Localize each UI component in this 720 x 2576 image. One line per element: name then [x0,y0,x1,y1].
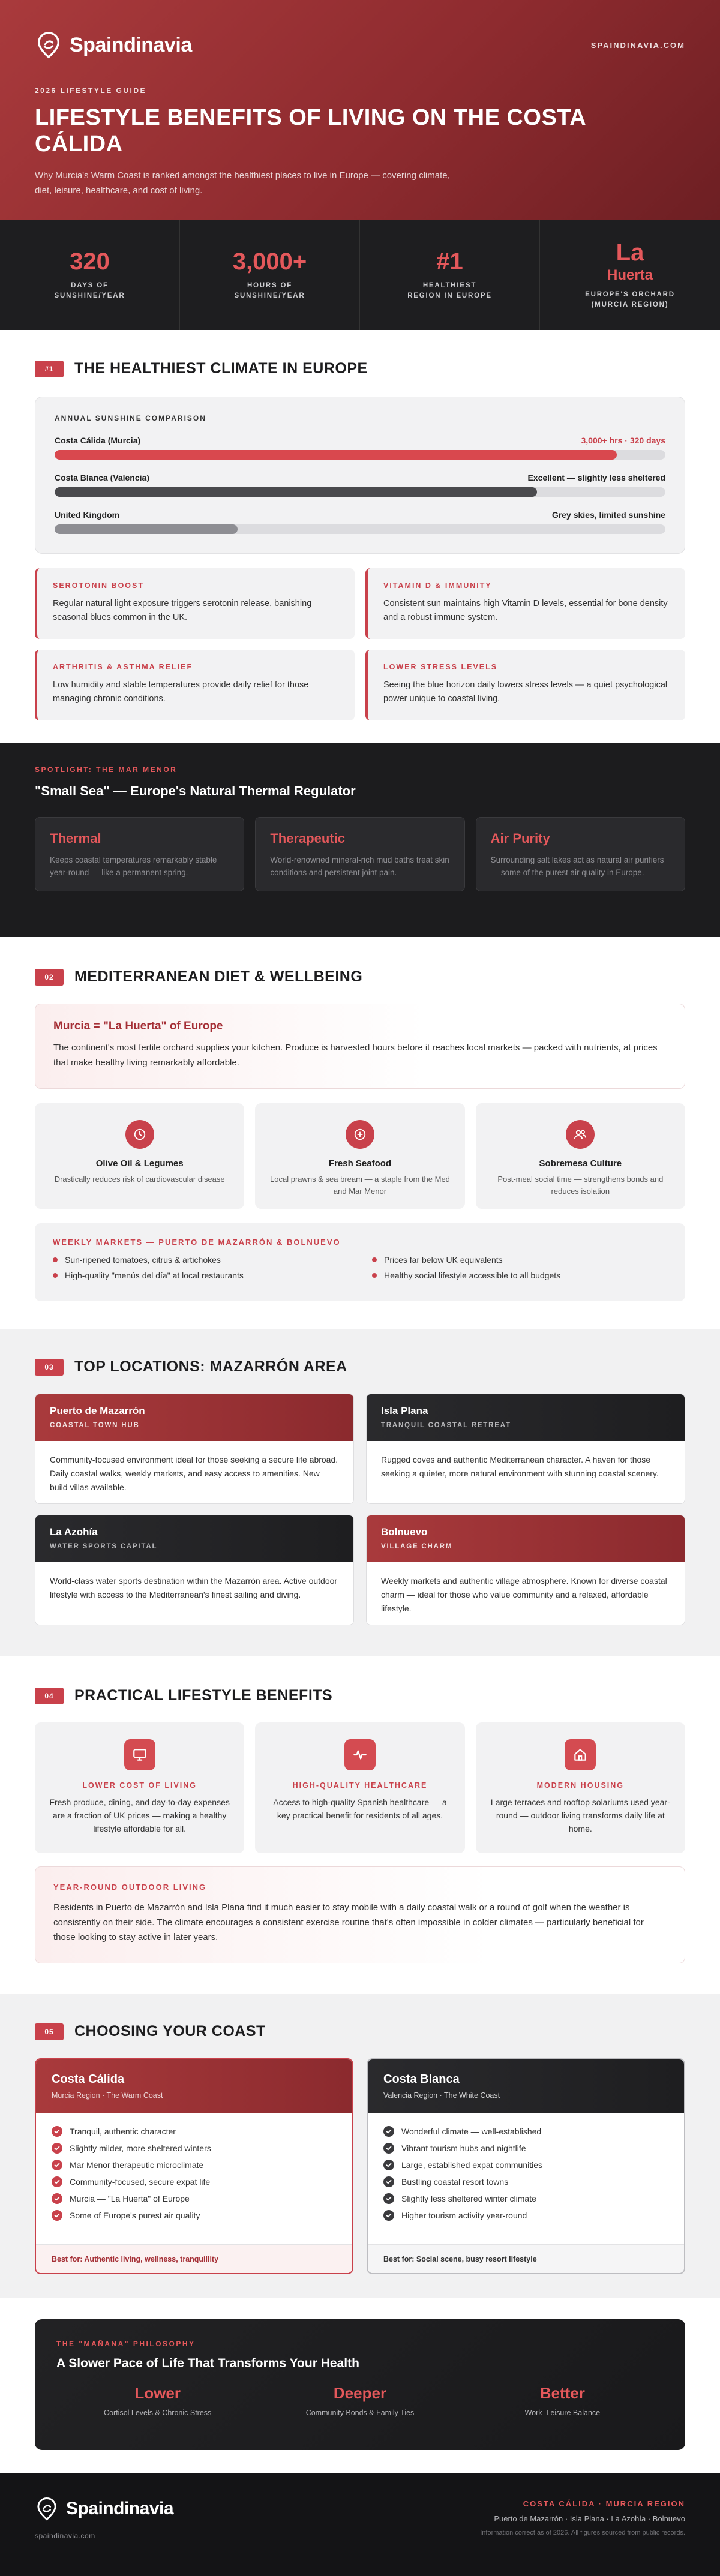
footer-region: COSTA CÁLIDA · MURCIA REGION [523,2499,685,2508]
spotlight-card-text: Surrounding salt lakes act as natural air purifiers — some of the purest air quality in Europe. [490,855,664,877]
sunshine-row-note: 3,000+ hrs · 320 days [581,436,665,445]
spotlight-card [35,817,244,891]
list-item: Higher tourism activity year-round [383,2207,668,2224]
check-icon [383,2160,394,2170]
spotlight-card-title: Thermal [50,831,101,846]
people-icon [566,1120,595,1149]
list-item: Slightly milder, more sheltered winters [52,2140,337,2157]
check-icon [383,2193,394,2204]
manana-value: Lower [134,2384,181,2402]
coast-best-for: Best for: Authentic living, wellness, tranquillity [36,2244,352,2273]
stat-sunshine-days [0,220,180,330]
sunshine-bar-fill [55,487,537,497]
footer-note: Information correct as of 2026. All figures sourced from public records. [480,2529,685,2536]
practical-text: Large terraces and rooftop solariums used year-round — outdoor living transforms daily life at home. [490,1797,670,1833]
sunshine-bar-track [55,450,665,460]
sunshine-bar-track [55,524,665,534]
practical-text: Fresh produce, dining, and day-to-day expenses are a fraction of UK prices — making a healthy lifestyle affordable for all. [49,1797,230,1833]
stat-label: EUROPE'S ORCHARD (MURCIA REGION) [585,291,675,308]
weekly-markets-panel [35,1223,685,1301]
brand-logo[interactable] [35,31,192,59]
sunshine-row-name: Costa Cálida (Murcia) [55,436,141,445]
section-header [35,1687,685,1704]
location-card-header [35,1515,353,1562]
list-item: Community-focused, secure expat life [52,2173,337,2190]
coast-card-header [36,2059,352,2113]
benefit-text: Consistent sun maintains high Vitamin D levels, essential for bone density and a robust immune system. [383,599,668,622]
coast-comparison [35,2058,685,2274]
list-item: Bustling coastal resort towns [383,2173,668,2190]
manana-label: Community Bonds & Family Ties [305,2409,415,2417]
location-card-header [367,1515,685,1562]
markets-list [53,1255,667,1280]
section-top-locations [0,1329,720,1656]
sunshine-bar-fill [55,450,617,460]
check-icon [52,2143,62,2154]
list-item: Slightly less sheltered winter climate [383,2190,668,2207]
spotlight-card-title: Air Purity [490,831,550,846]
check-icon [383,2126,394,2137]
manana-title: A Slower Pace of Life That Transforms Your Health [56,2356,359,2370]
section-number-badge: 03 [35,1359,64,1376]
outdoor-living-callout [35,1866,685,1963]
sunshine-row-name: Costa Blanca (Valencia) [55,473,149,482]
practical-title: HIGH-QUALITY HEALTHCARE [292,1781,428,1790]
coast-feature-list [36,2113,352,2224]
location-name: Isla Plana [381,1405,428,1416]
manana-eyebrow: THE "MAÑANA" PHILOSOPHY [56,2340,196,2348]
list-item: Some of Europe's purest air quality [52,2207,337,2224]
callout-text: Residents in Puerto de Mazarrón and Isla Plana find it much easier to stay mobile with a daily coastal walk or a round of golf when the weather is consistently on their side. The climate encourages a consistent exercise routine that's often impossible in colder climates — particularly beneficial for those looking to stay active in later years. [53,1902,644,1942]
manana-value: Better [539,2384,585,2402]
location-card-header [367,1394,685,1441]
hero-eyebrow: 2026 LIFESTYLE GUIDE [35,86,147,95]
spotlight-title: "Small Sea" — Europe's Natural Thermal Regulator [35,783,356,798]
practical-card [35,1722,244,1853]
manana-philosophy-section [0,2298,720,2473]
list-item: Healthy social lifestyle accessible to all budgets [372,1271,667,1280]
location-pin-logo-icon [35,2497,59,2521]
climate-benefits-grid [35,568,685,720]
locations-grid [35,1394,685,1625]
coast-feature-list [368,2113,684,2224]
benefit-title: LOWER STRESS LEVELS [383,663,498,671]
section-number-badge: 05 [35,2023,64,2040]
practical-title: LOWER COST OF LIVING [82,1781,197,1790]
benefit-card [365,650,685,720]
stat-label: DAYS OF SUNSHINE/YEAR [54,282,125,299]
section-mediterranean-diet [0,937,720,1329]
stat-label: HEALTHIEST REGION IN EUROPE [407,282,492,299]
check-icon [383,2143,394,2154]
stats-bar [0,220,720,330]
practical-title: MODERN HOUSING [536,1781,625,1790]
diet-card [476,1103,685,1209]
clock-icon [125,1120,154,1149]
sunshine-row-name: United Kingdom [55,510,120,520]
footer-url-link[interactable]: spaindinavia.com [35,2532,95,2540]
check-icon [52,2193,62,2204]
sunshine-comparison-panel [35,397,685,554]
benefit-text: Low humidity and stable temperatures provide daily relief for those managing chronic conditions. [53,680,309,704]
bullet-dot-icon [372,1257,377,1262]
stat-la-huerta [540,220,720,330]
spotlight-card-text: Keeps coastal temperatures remarkably stable year-round — like a permanent spring. [50,855,217,877]
diet-text: Local prawns & sea bream — a staple from the Med and Mar Menor [270,1175,450,1196]
location-description: Weekly markets and authentic village atmosphere. Known for diverse coastal charm — ideal for those who value community and a relaxed, affordable lifestyle. [381,1576,667,1613]
manana-benefits [56,2384,664,2417]
footer-places: Puerto de Mazarrón · Isla Plana · La Azohía · Bolnuevo [494,2514,685,2523]
stat-value: La [616,239,644,266]
location-tag: VILLAGE CHARM [381,1543,453,1550]
section-title: TOP LOCATIONS: MAZARRÓN AREA [74,1358,347,1375]
bullet-dot-icon [372,1273,377,1278]
site-url-link[interactable]: SPAINDINAVIA.COM [590,40,685,50]
location-card-la-azohia[interactable] [35,1515,354,1625]
manana-item [259,2384,461,2417]
spotlight-cards [35,817,685,891]
sunshine-row-costa-calida [55,436,665,460]
benefit-text: Regular natural light exposure triggers serotonin release, banishing seasonal blues common in the UK. [53,599,312,622]
brand-name: Spaindinavia [66,2499,174,2518]
la-huerta-callout [35,1004,685,1089]
manana-item [461,2384,664,2417]
footer-brand [35,2497,173,2576]
location-description: World-class water sports destination within the Mazarrón area. Active outdoor lifestyle with access to the Mediterranean's finest sailing and diving. [50,1576,338,1599]
manana-item [56,2384,259,2417]
sunshine-comparison-title: ANNUAL SUNSHINE COMPARISON [55,414,206,422]
section-title: MEDITERRANEAN DIET & WELLBEING [74,968,363,985]
callout-title: Murcia = "La Huerta" of Europe [53,1020,223,1032]
location-name: Bolnuevo [381,1526,428,1538]
coast-subtitle: Murcia Region · The Warm Coast [52,2091,163,2100]
brand-name: Spaindinavia [70,33,192,56]
sunshine-bar-track [55,487,665,497]
list-item: High-quality "menús del día" at local restaurants [53,1271,348,1280]
location-card-puerto-de-mazarron[interactable] [35,1394,354,1504]
section-number-badge: 02 [35,969,64,986]
stat-value: 3,000+ [232,248,307,275]
list-item: Wonderful climate — well-established [383,2123,668,2140]
diet-cards [35,1103,685,1209]
coast-best-for: Best for: Social scene, busy resort lifestyle [368,2244,684,2273]
section-header [35,968,685,986]
stat-sub-value: Huerta [607,267,653,283]
plus-circle-icon [346,1120,374,1149]
bullet-dot-icon [53,1273,58,1278]
sunshine-bar-fill [55,524,238,534]
footer-info [480,2497,685,2576]
coast-name: Costa Blanca [383,2073,460,2086]
spotlight-card [255,817,464,891]
benefit-title: SEROTONIN BOOST [53,581,145,590]
sunshine-row-note: Excellent — slightly less sheltered [527,473,665,482]
callout-title: YEAR-ROUND OUTDOOR LIVING [53,1883,207,1892]
manana-panel [35,2319,685,2450]
check-icon [383,2176,394,2187]
location-card-bolnuevo[interactable] [366,1515,685,1625]
section-title: PRACTICAL LIFESTYLE BENEFITS [74,1687,333,1704]
check-icon [52,2126,62,2137]
hero-top-bar [35,31,685,59]
diet-text: Drastically reduces risk of cardiovascular disease [54,1175,225,1184]
check-icon [52,2160,62,2170]
list-item: Murcia — "La Huerta" of Europe [52,2190,337,2207]
benefit-title: ARTHRITIS & ASTHMA RELIEF [53,663,193,671]
location-description: Community-focused environment ideal for those seeking a secure life abroad. Daily coastal walks, weekly markets, and easy access to amenities. New build villas available. [50,1455,338,1492]
sunshine-row-costa-blanca [55,473,665,497]
benefit-title: VITAMIN D & IMMUNITY [383,581,492,590]
coast-card-header [368,2059,684,2113]
section-title: THE HEALTHIEST CLIMATE IN EUROPE [74,360,368,377]
section-healthiest-climate [0,330,720,743]
list-item: Vibrant tourism hubs and nightlife [383,2140,668,2157]
section-header [35,1358,685,1376]
stat-sunshine-hours [180,220,360,330]
location-card-header [35,1394,353,1441]
hero-subtitle: Why Murcia's Warm Coast is ranked amongst the healthiest places to live in Europe — covering climate, diet, leisure, healthcare, and cost of living. [35,170,450,196]
coast-subtitle: Valencia Region · The White Coast [383,2091,500,2100]
practical-card [476,1722,685,1853]
spotlight-eyebrow: SPOTLIGHT: THE MAR MENOR [35,765,178,774]
list-item: Large, established expat communities [383,2157,668,2173]
page-title: LIFESTYLE BENEFITS OF LIVING ON THE COSTA CÁLIDA [35,105,586,157]
markets-title: WEEKLY MARKETS — PUERTO DE MAZARRÓN & BOLNUEVO [53,1238,341,1247]
stat-value: 320 [70,248,110,275]
bullet-dot-icon [53,1257,58,1262]
hero [0,0,720,220]
spotlight-card-title: Therapeutic [270,831,346,846]
manana-value: Deeper [333,2384,387,2402]
diet-title: Sobremesa Culture [539,1158,622,1169]
benefit-card [35,650,355,720]
stat-value: #1 [436,248,463,275]
monitor-icon [124,1739,155,1770]
diet-title: Olive Oil & Legumes [95,1158,184,1169]
diet-card [35,1103,244,1209]
spotlight-mar-menor [0,743,720,937]
spotlight-card [476,817,685,891]
list-item: Mar Menor therapeutic microclimate [52,2157,337,2173]
location-description: Rugged coves and authentic Mediterranean character. A haven for those seeking a quieter, more natural environment with stunning coastal scenery. [381,1455,659,1478]
manana-label: Cortisol Levels & Chronic Stress [104,2409,212,2417]
check-icon [383,2210,394,2221]
location-tag: COASTAL TOWN HUB [50,1422,140,1429]
coast-card-costa-calida[interactable] [35,2058,353,2274]
benefit-card [365,568,685,639]
footer-logo[interactable] [35,2497,173,2521]
benefit-text: Seeing the blue horizon daily lowers stress levels — a quiet psychological power unique to coastal living. [383,680,668,704]
list-item: Sun-ripened tomatoes, citrus & artichokes [53,1255,348,1265]
list-item: Prices far below UK equivalents [372,1255,667,1265]
section-choosing-coast [0,1994,720,2298]
sunshine-row-note: Grey skies, limited sunshine [551,510,665,520]
section-header [35,2023,685,2040]
stat-healthiest-region [360,220,540,330]
section-number-badge: #1 [35,361,64,377]
location-name: La Azohía [50,1526,98,1538]
check-icon [52,2210,62,2221]
coast-card-costa-blanca[interactable] [367,2058,685,2274]
diet-title: Fresh Seafood [328,1158,392,1169]
list-item: Tranquil, authentic character [52,2123,337,2140]
stat-label: HOURS OF SUNSHINE/YEAR [234,282,305,299]
location-tag: TRANQUIL COASTAL RETREAT [381,1422,511,1429]
location-tag: WATER SPORTS CAPITAL [50,1543,158,1550]
practical-card [255,1722,464,1853]
diet-card [255,1103,464,1209]
callout-text: The continent's most fertile orchard supplies your kitchen. Produce is harvested hours before it reaches local markets — packed with nutrients, at prices that make healthy living remarkably affordable. [53,1043,658,1068]
section-title: CHOOSING YOUR COAST [74,2023,266,2040]
section-header [35,360,685,377]
coast-name: Costa Cálida [52,2073,125,2086]
footer [0,2473,720,2576]
spotlight-card-text: World-renowned mineral-rich mud baths treat skin conditions and persistent joint pain. [270,855,449,877]
diet-text: Post-meal social time — strengthens bonds and reduces isolation [497,1175,664,1196]
home-icon [565,1739,596,1770]
location-name: Puerto de Mazarrón [50,1405,145,1416]
practical-cards [35,1722,685,1853]
practical-text: Access to high-quality Spanish healthcare — a key practical benefit for residents of all ages. [273,1797,447,1820]
manana-label: Work–Leisure Balance [524,2409,601,2417]
location-pin-logo-icon [35,31,62,59]
pulse-icon [344,1739,376,1770]
section-number-badge: 04 [35,1688,64,1704]
location-card-isla-plana[interactable] [366,1394,685,1504]
section-practical-benefits [0,1656,720,1994]
sunshine-row-uk [55,510,665,534]
benefit-card [35,568,355,639]
check-icon [52,2176,62,2187]
